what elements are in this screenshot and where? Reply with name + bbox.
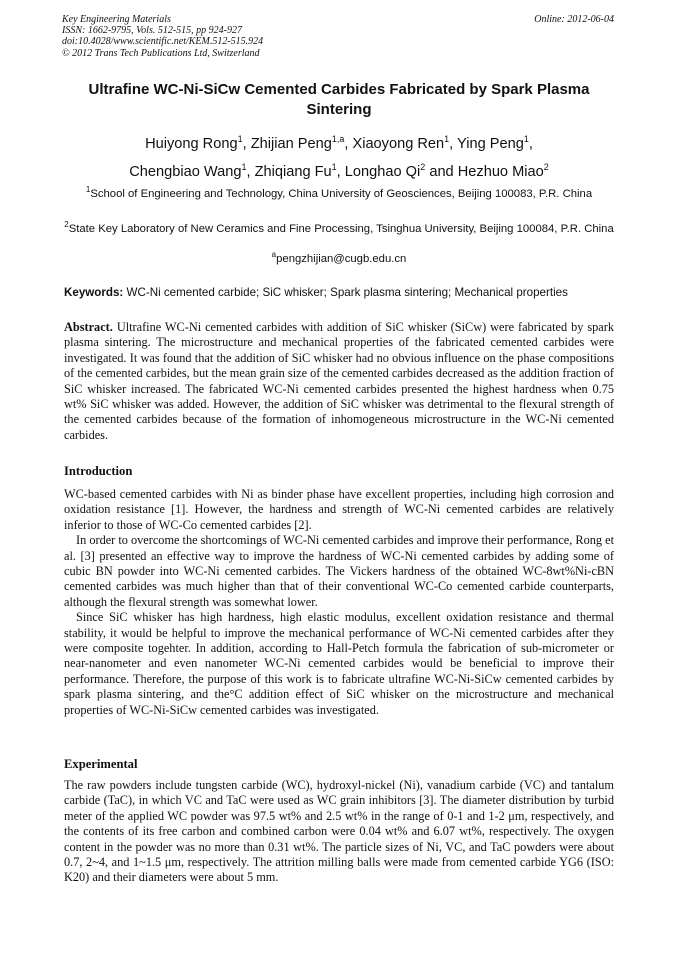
author-name: Longhao Qi (344, 163, 421, 180)
journal-header (62, 14, 263, 59)
section-heading-introduction: Introduction (64, 464, 133, 478)
author-line-1: Huiyong Rong$^1$, Zhijian Peng$^{1,a}$, Xiaoyong Ren$^1$, Ying Peng$^1$, (145, 134, 533, 152)
affiliation-1 (62, 182, 616, 202)
keywords-text: WC-Ni cemented carbide; SiC whisker; Spark plasma sintering; Mechanical properties (126, 286, 568, 299)
author-name: Ying Peng (457, 135, 524, 152)
abstract (64, 320, 614, 443)
affiliation-2 (62, 217, 616, 237)
introduction-body (64, 487, 614, 718)
online-date: Online: 2012-06-04 (534, 14, 614, 25)
author-sup: 2 (420, 161, 426, 172)
author-sup: 1 (241, 161, 247, 172)
journal-doi[interactable]: doi:10.4028/www.scientific.net/KEM.512-515.924 (62, 36, 264, 48)
experimental-body (64, 778, 614, 886)
corresponding-email (62, 250, 616, 265)
author-name: Xiaoyong Ren (352, 135, 445, 152)
author-conjunction: and (429, 163, 454, 180)
author-sup: 1,a (331, 134, 345, 144)
author-name: Zhiqiang Fu (254, 163, 332, 180)
affiliation-sup: 2 (64, 220, 69, 229)
author-line-2: Chengbiao Wang$^1$, Zhiqiang Fu$^1$, Longhao Qi$^2$ and Hezhuo Miao$^2$ (129, 161, 549, 180)
section-heading-experimental: Experimental (64, 757, 138, 771)
paper-title: Ultrafine WC-Ni-SiCw Cemented Carbides Fabricated by Spark Plasma Sintering (88, 81, 590, 118)
email-link[interactable]: pengzhijian@cugb.edu.cn (276, 252, 407, 265)
author-name: Hezhuo Miao (457, 163, 544, 180)
author-list (62, 128, 616, 184)
paragraph: Since SiC whisker has high hardness, high elastic modulus, excellent oxidation resistance and thermal stability, it would be helpful to improve the mechanical performance of WC-Ni cemented carbides after they were composite togehter. In addition, according to Hall-Petch formula the fabrication of sub-micrometer or near-nanometer and even nanometer WC-Ni cemented carbides would be beneficial to improve their performance. Therefore, the purpose of this work is to fabricate ultrafine WC-Ni-SiCw cemented carbides by spark plasma sintering, and the°C addition effect of SiC whisker on the microstructure and mechanical properties of WC-Ni-SiCw cemented carbides was investigated. (64, 610, 614, 717)
abstract-text: Ultrafine WC-Ni cemented carbides with addition of SiC whisker (SiCw) were fabricated by spark plasma sintering. The microstructure and mechanical properties of the fabricated cemented carbides were investigated. It was found that the addition of SiC whisker had no obvious influence on the phase compositions of the cemented carbides, but the mean grain size of the cemented carbides decreased as the addition fraction of SiC whisker increased. The fabricated WC-Ni cemented carbides presented the highest hardness when 0.75 wt% SiC whisker was added. However, the addition of SiC whisker was detrimental to the flexural strength of the cemented carbides because of the formation of inhomogeneous microstructure in the WC-Ni cemented carbides. (64, 320, 615, 442)
keywords-label: Keywords: (64, 286, 124, 299)
journal-name: Key Engineering Materials (62, 14, 171, 25)
paragraph: In order to overcome the shortcomings of WC-Ni cemented carbides and improve their performance, Rong et al. [3] presented an effective way to improve the hardness of WC-Ni cemented carbides by adding some of cubic BN powder into WC-Ni cemented carbides. The Vickers hardness of the obtained WC-8wt%Ni-cBN cemented carbides was much higher than that of their conventional WC-Co cemented carbide counterparts, although the flexural strength was somewhat lower. (64, 533, 614, 609)
paragraph: WC-based cemented carbides with Ni as binder phase have excellent properties, including high corrosion and oxidation resistance [1]. However, the hardness and strength of WC-Ni cemented carbides are relatively inferior to those of WC-Co cemented carbides [2]. (64, 487, 614, 532)
paragraph: The raw powders include tungsten carbide (WC), hydroxyl-nickel (Ni), vanadium carbide (VC) and tantalum carbide (TaC), in which VC and TaC were used as WC grain inhibitors [3]. The diameter distribution by turbid meter of the applied WC powder was 97.5 wt% and 2.5 wt% in the range of 0-1 and 1-2 μm, respectively, and the contents of its free carbon and combined carbon were 0.04 wt% and 6.07 wt%, respectively. The oxygen content in the powder was no more than 0.31 wt%. The particle sizes of Ni, VC, and TaC powders were about 0.7, 2~4, and 1~1.5 μm, respectively. The attrition milling balls were made from cemented carbide YG6 (ISO: K20) and their diameters were about 5 mm. (64, 778, 614, 885)
keywords (64, 286, 618, 299)
author-name: Huiyong Rong (145, 135, 238, 152)
abstract-label: Abstract. (64, 320, 113, 334)
author-name: Chengbiao Wang (129, 163, 242, 180)
author-sup: 1 (331, 161, 337, 172)
email-sup: a (271, 250, 277, 259)
author-sup: 1 (237, 134, 243, 144)
affiliation-text: School of Engineering and Technology, China University of Geosciences, Beijing 100083, P.R. China (90, 187, 593, 200)
journal-issn: ISSN: 1662-9795, Vols. 512-515, pp 924-927 (62, 25, 242, 37)
author-name: Zhijian Peng (250, 135, 332, 152)
affiliation-text: State Key Laboratory of New Ceramics and Fine Processing, Tsinghua University, Beijing 100084, P.R. China (68, 222, 614, 235)
affiliation-sup: 1 (85, 185, 91, 194)
author-sup: 2 (543, 161, 549, 172)
author-sup: 1 (523, 134, 529, 144)
author-sup: 1 (444, 134, 450, 144)
journal-copyright: © 2012 Trans Tech Publications Ltd, Switzerland (62, 47, 260, 59)
